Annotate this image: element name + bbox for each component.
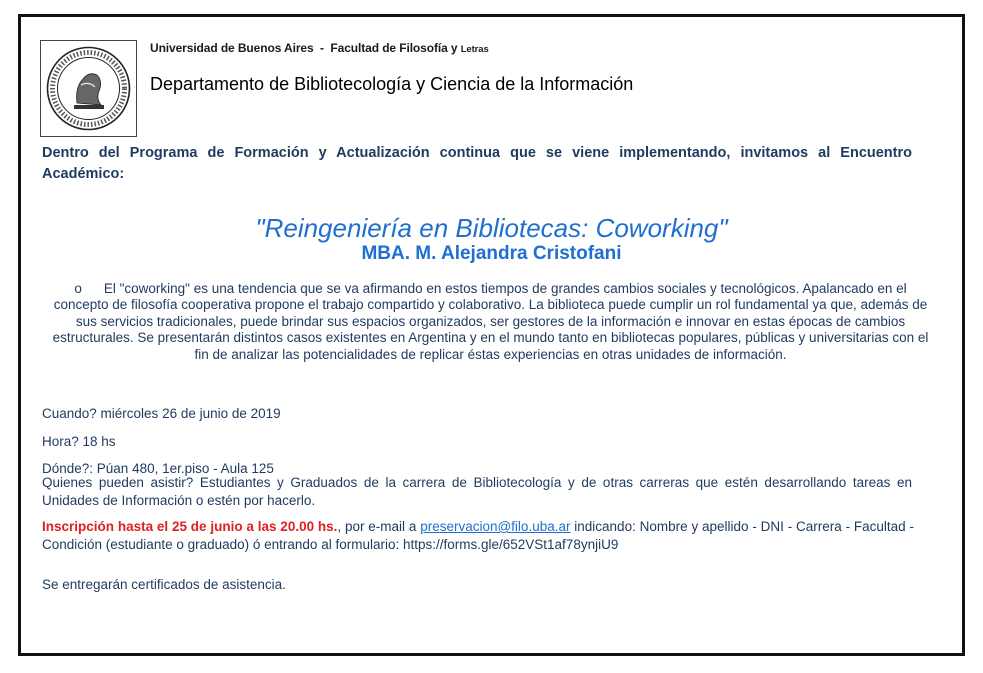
speaker-name: MBA. M. Alejandra Cristofani [361,243,622,264]
date-info: Cuando? miércoles 26 de junio de 2019 [42,406,281,421]
registration-paragraph [42,518,914,554]
seal-emblem-icon [41,41,136,136]
institution-line [150,41,489,55]
university-seal [40,40,137,137]
department-name: Departamento de Bibliotecología y Ciencia de la Información [150,74,634,94]
registration-post-email: indicando: Nombre y apellido - DNI - Carrera - Facultad - Condición (estudiante o graduado) ó entrando al formulario: https://forms.gle/652VSt1af78ynjiU9 [42,519,914,552]
intro-paragraph: Dentro del Programa de Formación y Actualización continua que se viene implementando, invitamos al Encuentro Académico: [42,145,912,182]
bullet-marker: o [74,281,82,296]
location-info: Dónde?: Púan 480, 1er.piso - Aula 125 [42,461,274,476]
event-title: "Reingeniería en Bibliotecas: Coworking" [255,213,728,243]
certificate-note: Se entregarán certificados de asistencia. [42,577,286,592]
registration-email-link[interactable]: preservacion@filo.uba.ar [420,519,571,534]
time-info: Hora? 18 hs [42,434,116,449]
faculty-name-small: Letras [460,44,489,55]
registration-deadline: Inscripción hasta el 25 de junio a las 20.00 hs. [42,519,338,534]
university-name: Universidad de Buenos Aires [150,41,314,55]
event-description [48,281,933,363]
registration-pre-email: , por e-mail a [337,519,421,534]
faculty-name: Facultad de Filosofía y [330,41,458,55]
audience-paragraph: Quienes pueden asistir? Estudiantes y Graduados de la carrera de Bibliotecología y de otras carreras que estén desarrollando tareas en Unidades de Información o estén por hacerlo. [42,475,912,508]
header-separator: - [320,41,324,55]
description-text: El "coworking" es una tendencia que se va afirmando en estos tiempos de grandes cambios sociales y tecnológicos. Apalancado en el concepto de filosofía cooperativa propone el trabajo compartido y colaborativo. La biblioteca puede cumplir un rol fundamental ya que, además de sus servicios tradicionales, puede brindar sus espacios organizados, ser gestores de la información e innovar en estas épocas de cambios estructurales. Se presentarán distintos casos existentes en Argentina y en el mundo tanto en bibliotecas populares, públicas y universitarias con el fin de analizar las potencialidades de replicar éstas experiencias en otras unidades de información. [52,281,929,362]
